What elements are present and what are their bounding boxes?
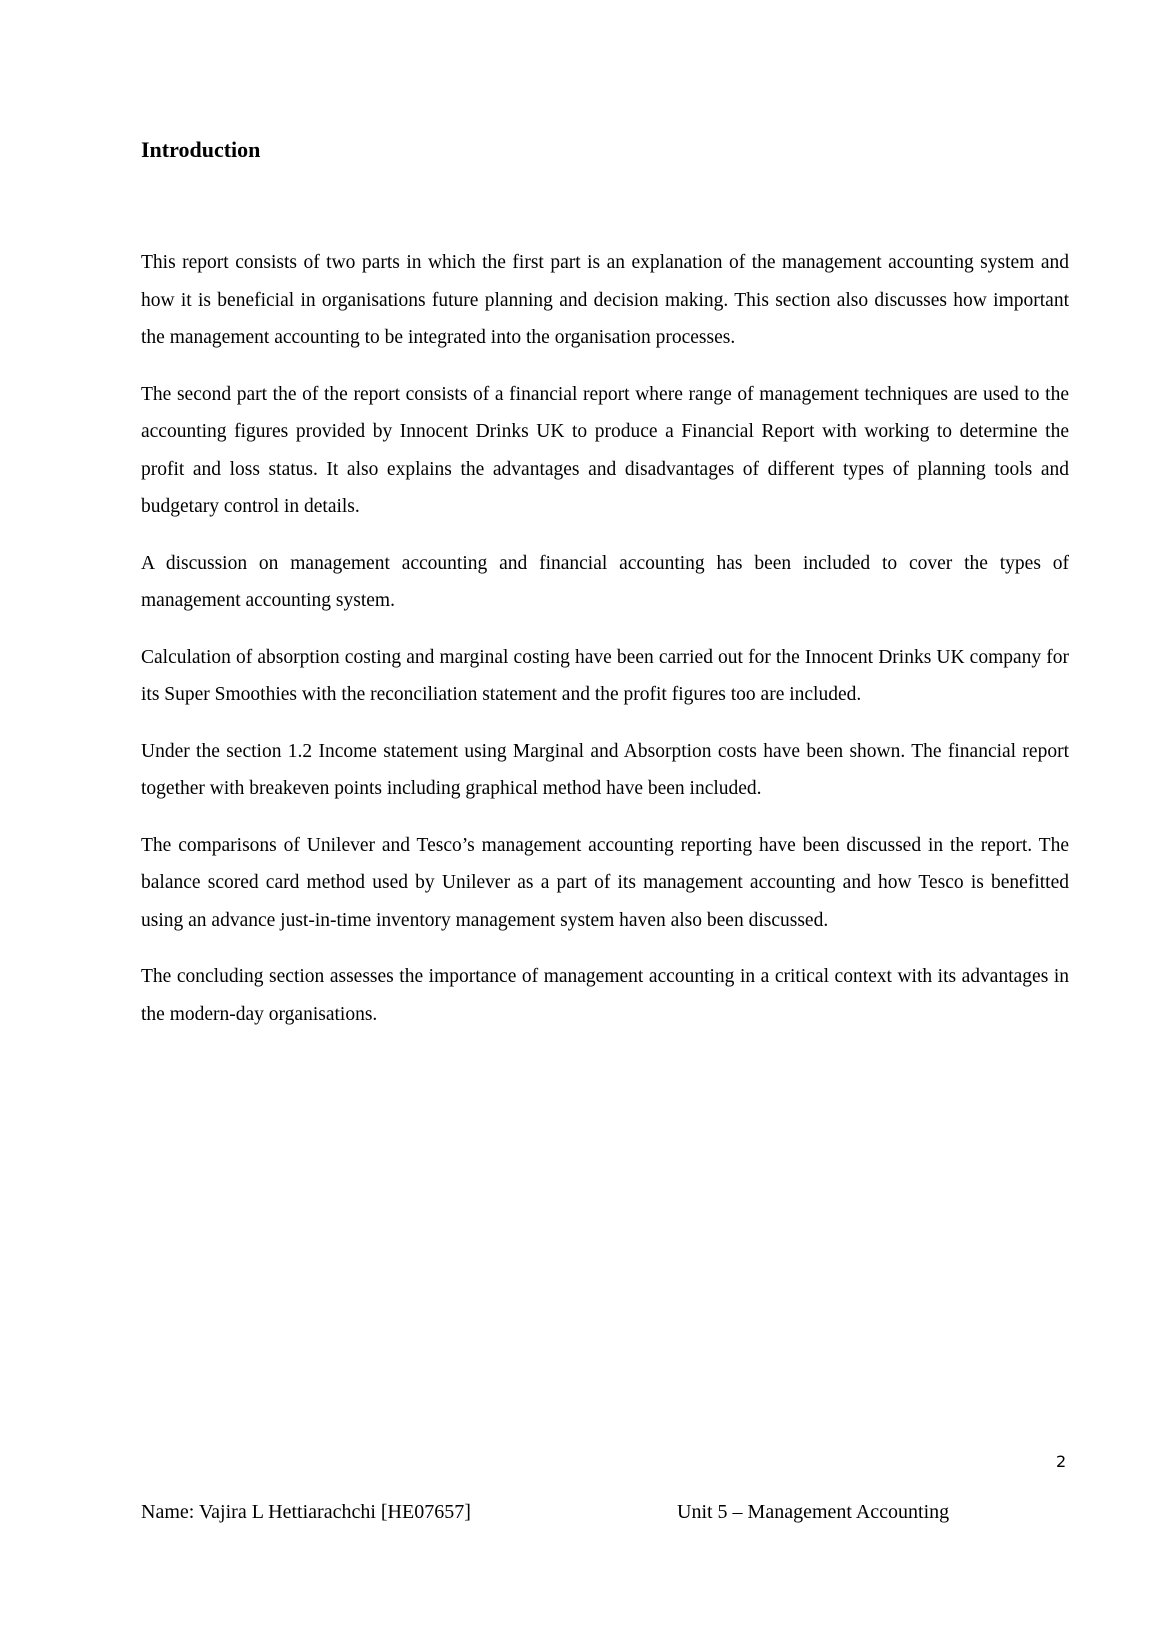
paragraph-6: The comparisons of Unilever and Tesco’s management accounting reporting have been discussed in the report. The balance scored card method used by Unilever as a part of its management accounting and how Tesco is benefitted using an advance just-in-time inventory management system haven also been discussed.	[141, 834, 1069, 931]
section-heading: Introduction	[141, 137, 261, 162]
footer-unit-title: Unit 5 – Management Accounting	[677, 1501, 950, 1523]
paragraph-4: Calculation of absorption costing and marginal costing have been carried out for the Innocent Drinks UK company for its Super Smoothies with the reconciliation statement and the profit figures too are included.	[141, 646, 1069, 705]
paragraph-5: Under the section 1.2 Income statement using Marginal and Absorption costs have been shown. The financial report together with breakeven points including graphical method have been included.	[141, 740, 1069, 799]
paragraph-3: A discussion on management accounting and financial accounting has been included to cover the types of management accounting system.	[141, 552, 1069, 611]
paragraph-7: The concluding section assesses the importance of management accounting in a critical context with its advantages in the modern-day organisations.	[141, 966, 1069, 1025]
paragraph-1: This report consists of two parts in which the first part is an explanation of the management accounting system and how it is beneficial in organisations future planning and decision making. This section also discusses how important the management accounting to be integrated into the organisation processes.	[141, 252, 1069, 348]
footer-author-name: Name: Vajira L Hettiarachchi [HE07657]	[141, 1501, 471, 1523]
paragraph-2: The second part the of the report consists of a financial report where range of management techniques are used to the accounting figures provided by Innocent Drinks UK to produce a Financial Report with working to determine the profit and loss status. It also explains the advantages and disadvantages of different types of planning tools and budgetary control in details.	[141, 383, 1069, 517]
body-text	[141, 244, 1069, 1052]
page-number: 2	[1056, 1452, 1067, 1471]
